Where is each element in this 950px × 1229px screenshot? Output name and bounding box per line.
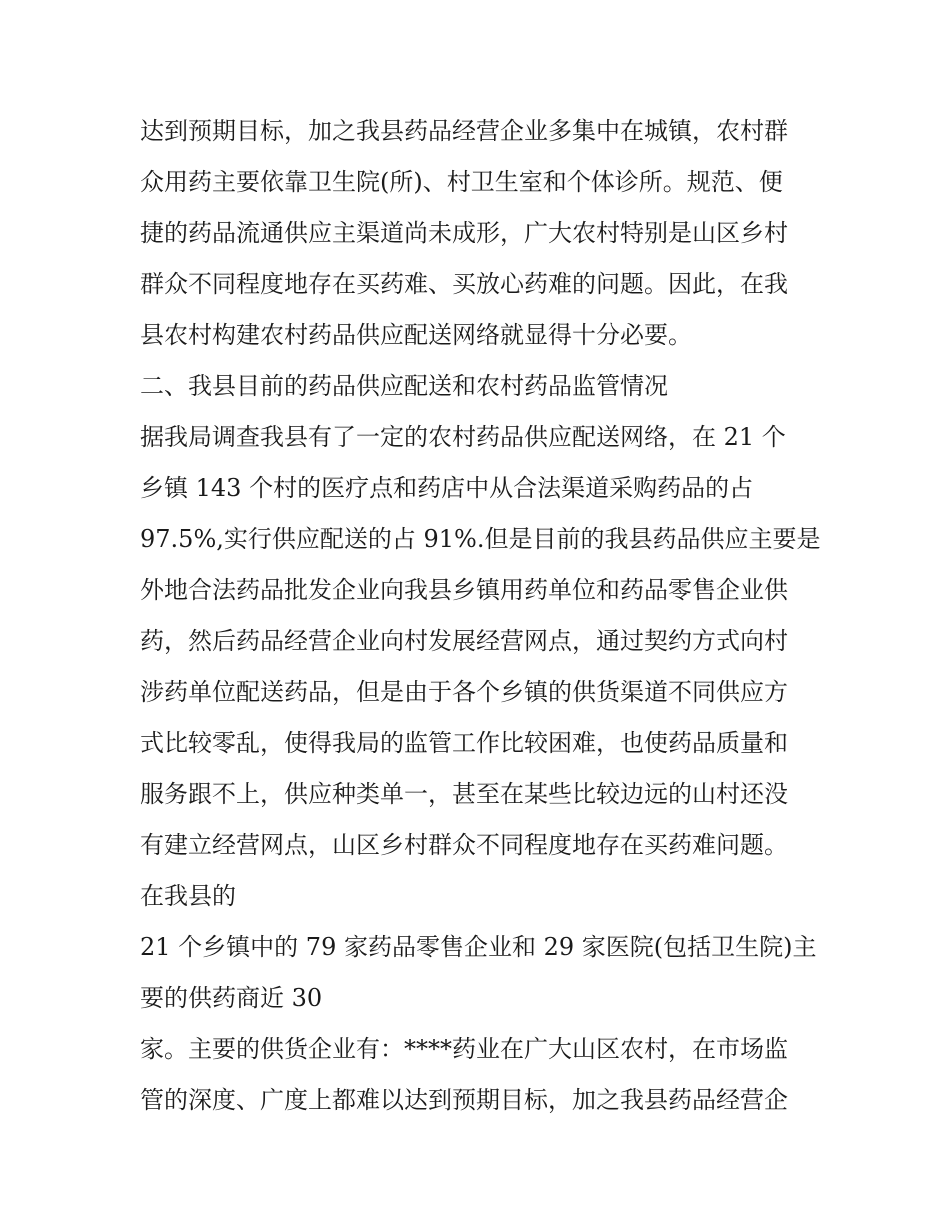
text-line: 在我县的 — [140, 882, 236, 910]
text-line: 群众不同程度地存在买药难、买放心药难的问题。因此，在我 — [140, 270, 788, 298]
text-line: 家。主要的供货企业有：****药业在广大山区农村，在市场监 — [140, 1035, 788, 1063]
text-line: 97.5%,实行供应配送的占 91%.但是目前的我县药品供应主要是 — [140, 525, 821, 553]
text-line: 药，然后药品经营企业向村发展经营网点，通过契约方式向村 — [140, 627, 788, 655]
text-line: 服务跟不上，供应种类单一，甚至在某些比较边远的山村还没 — [140, 780, 788, 808]
text-line: 捷的药品流通供应主渠道尚未成形，广大农村特别是山区乡村 — [140, 219, 788, 247]
text-line: 据我局调查我县有了一定的农村药品供应配送网络，在 21 个 — [140, 423, 786, 451]
text-line: 达到预期目标，加之我县药品经营企业多集中在城镇，农村群 — [140, 117, 788, 145]
text-line: 外地合法药品批发企业向我县乡镇用药单位和药品零售企业供 — [140, 576, 788, 604]
text-line: 管的深度、广度上都难以达到预期目标，加之我县药品经营企 — [140, 1086, 788, 1114]
text-line: 21 个乡镇中的 79 家药品零售企业和 29 家医院(包括卫生院)主 — [140, 933, 817, 961]
section-heading: 二、我县目前的药品供应配送和农村药品监管情况 — [140, 372, 668, 400]
text-line: 式比较零乱，使得我局的监管工作比较困难，也使药品质量和 — [140, 729, 788, 757]
body-text — [140, 106, 820, 1126]
text-line: 要的供药商近 30 — [140, 984, 323, 1012]
text-line: 乡镇 143 个村的医疗点和药店中从合法渠道采购药品的占 — [140, 474, 754, 502]
text-line: 涉药单位配送药品，但是由于各个乡镇的供货渠道不同供应方 — [140, 678, 788, 706]
text-line: 众用药主要依靠卫生院(所)、村卫生室和个体诊所。规范、便 — [140, 168, 783, 196]
text-line: 县农村构建农村药品供应配送网络就显得十分必要。 — [140, 321, 692, 349]
text-line: 有建立经营网点，山区乡村群众不同程度地存在买药难问题。 — [140, 831, 788, 859]
